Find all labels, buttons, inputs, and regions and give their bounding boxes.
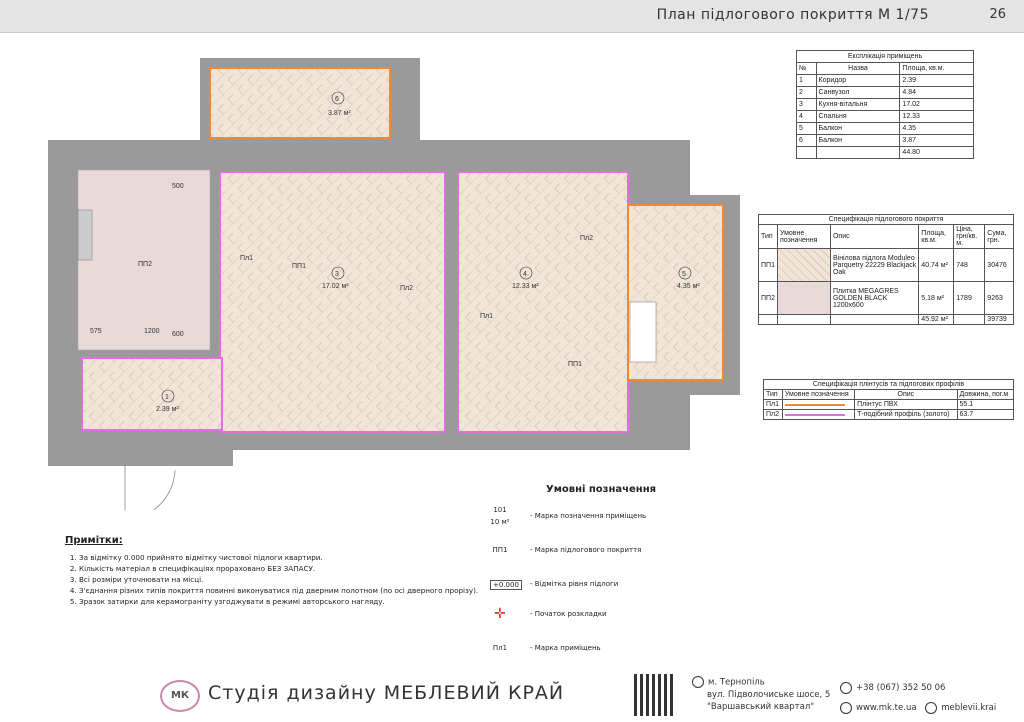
globe-icon xyxy=(840,702,852,714)
location-icon xyxy=(692,676,704,688)
table-row: 3 Кухня-вітальня 17.02 xyxy=(797,99,974,111)
label-pl1: Пл1 xyxy=(240,255,254,262)
label-pp1: ПП1 xyxy=(568,361,582,368)
instagram-icon xyxy=(925,702,937,714)
address: м. Тернопіль вул. Підволочиське шосе, 5 "Варшавський квартал" xyxy=(692,676,830,713)
floor-total-sum: 39739 xyxy=(985,315,1014,325)
room-corridor xyxy=(82,358,222,430)
explication-table: Експлікація приміщень № Назва Площа, кв.м. 1 Коридор 2.39 2 Санвузол 4.84 3 Кухня-вітальня 17.02 4 Спальня 12.33 5 Балкон 4.35 6 Балкон 3.87 44.80 xyxy=(796,50,974,159)
notes-title: Примітки: xyxy=(65,535,123,546)
notes xyxy=(65,535,485,607)
room-no-4: 4 xyxy=(523,271,527,278)
room-no-6: 6 xyxy=(335,96,339,103)
note-item: 1. За відмітку 0.000 прийнято відмітку чистової підлоги квартири. xyxy=(79,552,485,563)
instagram-link[interactable]: meblevii.krai xyxy=(941,703,997,713)
explication-total: 44.80 xyxy=(900,147,974,159)
qr-code-icon xyxy=(634,674,676,716)
legend-title: Умовні позначення xyxy=(546,484,657,495)
floor-spec-title: Специфікація підлогового покриття xyxy=(759,215,1014,225)
table-row: ПП1 Вінілова підлога Moduleo Parquetry 22229 Blackjack Oak 40.74 м² 748 30476 xyxy=(759,249,1014,282)
room-area-1: 2.39 м² xyxy=(156,406,179,413)
dim-500: 500 xyxy=(172,183,184,190)
room-area-6: 3.87 м² xyxy=(328,110,351,117)
page-title: План підлогового покриття М 1/75 xyxy=(656,7,929,23)
swatch-pp2 xyxy=(777,282,830,315)
table-row: 1 Коридор 2.39 xyxy=(797,75,974,87)
page-number: 26 xyxy=(989,7,1006,22)
phone-icon xyxy=(840,682,852,694)
plinth-spec-title: Специфікація плінтусів та підлогових профілів xyxy=(764,380,1014,390)
studio-name: Студія дизайну МЕБЛЕВИЙ КРАЙ xyxy=(208,682,565,704)
swatch-plinth xyxy=(785,404,845,406)
label-pl1: Пл1 xyxy=(480,313,494,320)
note-item: 2. Кількість матеріал в специфікаціях прораховано БЕЗ ЗАПАСУ. xyxy=(79,563,485,574)
floor-plan xyxy=(40,40,760,510)
swatch-profile xyxy=(785,414,845,416)
start-layout-icon: ✛ xyxy=(494,606,506,622)
note-item: 4. З'єднання різних типів покриття повинні виконуватися під дверним полотном (по осі дверного прорізу). xyxy=(79,585,485,596)
room-no-3: 3 xyxy=(335,271,339,278)
room-bedroom xyxy=(458,172,628,432)
site-link[interactable]: www.mk.te.ua xyxy=(856,703,917,713)
table-row: ПП2 Плитка MEGAGRES GOLDEN BLACK 1200x600 5.18 м² 1789 9263 xyxy=(759,282,1014,315)
room-kitchen-living xyxy=(220,172,445,432)
room-area-4: 12.33 м² xyxy=(512,283,539,290)
table-row: 2 Санвузол 4.84 xyxy=(797,87,974,99)
dim-1200: 1200 xyxy=(144,328,160,335)
room-balcony-6 xyxy=(210,68,390,138)
note-item: 5. Зразок затирки для керамограніту узгоджувати в режимі авторського нагляду. xyxy=(79,596,485,607)
footer xyxy=(0,668,1024,722)
label-pp1: ПП1 xyxy=(292,263,306,270)
room-no-1: 1 xyxy=(165,394,169,401)
label-pl2: Пл2 xyxy=(580,235,594,242)
explication-title: Експлікація приміщень xyxy=(797,51,974,63)
contacts: +38 (067) 352 50 06 www.mk.te.ua meblevii.krai xyxy=(840,678,996,718)
table-row: 4 Спальня 12.33 xyxy=(797,111,974,123)
table-row: Пл1 Плінтус ПВХ 55.1 xyxy=(764,400,1014,410)
legend: Умовні позначення 101 10 м² - Марка позначення приміщень ПП1 - Марка підлогового покриття +0.000 - Відмітка рівня підлоги ✛ - Початок розкладки Пл1 - Марка приміщень xyxy=(490,484,657,652)
dim-600: 600 xyxy=(172,331,184,338)
room-area-5: 4.35 м² xyxy=(677,283,700,290)
table-row: 6 Балкон 3.87 xyxy=(797,135,974,147)
room-bathroom xyxy=(78,170,210,350)
table-row: Пл2 Т-подібний профіль (золото) 63.7 xyxy=(764,410,1014,420)
label-pl2: Пл2 xyxy=(400,285,414,292)
note-item: 3. Всі розміри уточнювати на місці. xyxy=(79,574,485,585)
swatch-pp1 xyxy=(777,249,830,282)
table-row: 5 Балкон 4.35 xyxy=(797,123,974,135)
page-header xyxy=(0,0,1024,33)
floor-total-area: 45.92 м² xyxy=(919,315,954,325)
logo: МК xyxy=(160,680,200,712)
dim-575: 575 xyxy=(90,328,102,335)
room-area-3: 17.02 м² xyxy=(322,283,349,290)
floor-spec-table: Специфікація підлогового покриття Тип Умовне позначення Опис Площа, кв.м. Ціна, грн/кв. м. Сума, грн. ПП1 Вінілова підлога Moduleo Parquetry 22229 Blackjack Oak 40.74 м² 748 30476 ПП2 Плитка MEGAGRES GOLDEN BLACK 1200x600 5.18 м² 1789 9263 45.92 м² 39739 xyxy=(758,214,1014,325)
plinth-spec-table: Специфікація плінтусів та підлогових профілів Тип Умовне позначення Опис Довжина, пог.м Пл1 Плінтус ПВХ 55.1 Пл2 Т-подібний профіль (золото) 63.7 xyxy=(763,379,1014,420)
room-no-5: 5 xyxy=(682,271,686,278)
label-pp2: ПП2 xyxy=(138,261,152,268)
